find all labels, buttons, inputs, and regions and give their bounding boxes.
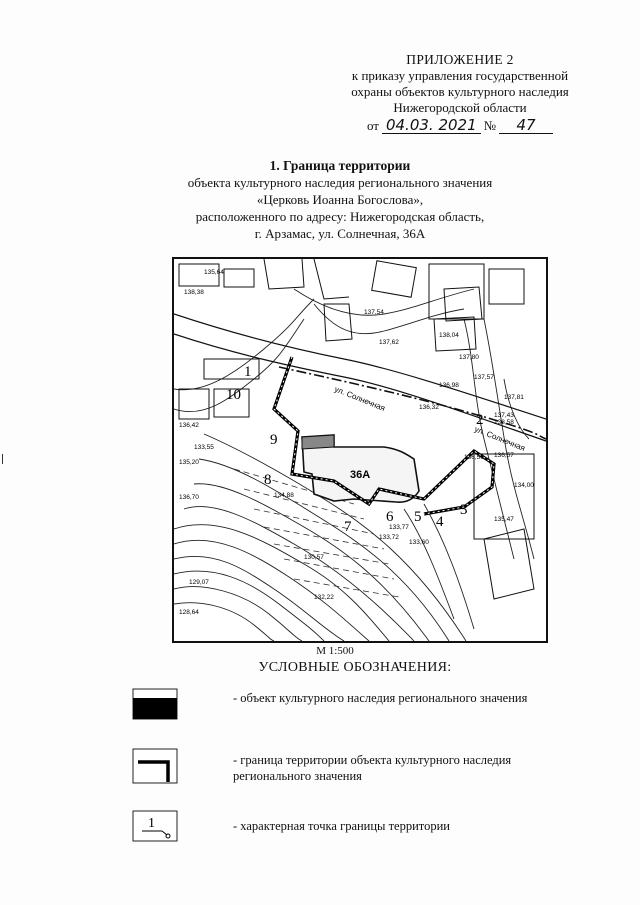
elevation-label: 133,60: [409, 539, 429, 546]
elevation-label: 138,58: [494, 419, 514, 426]
elevation-label: 134,88: [274, 492, 294, 499]
title-line-4: расположенного по адресу: Нижегородская область,: [195, 209, 485, 224]
elevation-label: 137,57: [474, 374, 494, 381]
site-map-drawing: [174, 259, 546, 641]
elevation-label: 136,50: [464, 454, 484, 461]
elevation-label: 136,57: [494, 452, 514, 459]
legend-point-label: 1: [148, 816, 155, 831]
appendix-title: ПРИЛОЖЕНИЕ 2: [406, 52, 514, 67]
street-label-1: ул. Солнечная: [333, 384, 387, 413]
elevation-label: 138,38: [184, 289, 204, 296]
elevation-label: 137,81: [504, 394, 524, 401]
legend-symbol-boundary: [132, 748, 178, 784]
boundary-point-label: 5: [414, 509, 422, 525]
elevation-label: 137,80: [459, 354, 479, 361]
legend-symbol-heritage-object: [132, 688, 178, 720]
boundary-point-label: 9: [270, 432, 278, 448]
elevation-label: 136,42: [179, 422, 199, 429]
street-label-2: ул. Солнечная: [473, 424, 527, 453]
legend-text-heritage-object: - объект культурного наследия регионального значения: [233, 691, 528, 705]
boundary-point-label: 8: [264, 472, 272, 488]
elevation-label: 133,77: [389, 524, 409, 531]
document-title: [160, 157, 520, 242]
elevation-label: 137,54: [364, 309, 384, 316]
elevation-label: 129,07: [189, 579, 209, 586]
elevation-label: 132,22: [314, 594, 334, 601]
boundary-point-label: 4: [436, 514, 444, 530]
boundary-point-label: 3: [460, 502, 468, 518]
legend-title: УСЛОВНЫЕ ОБОЗНАЧЕНИЯ:: [258, 660, 452, 675]
boundary-point-label: 7: [344, 519, 352, 535]
elevation-label: 128,64: [179, 609, 199, 616]
title-line-2: объекта культурного наследия регионального значения: [187, 175, 493, 190]
building-number: 36A: [350, 469, 371, 481]
appendix-line-2: охраны объектов культурного наследия: [351, 84, 569, 99]
elevation-label: 135,64: [204, 269, 224, 276]
boundary-point-label: 10: [226, 387, 241, 403]
appendix-line-3: Нижегородской области: [393, 100, 527, 115]
elevation-label: 137,43: [494, 412, 514, 419]
appendix-header: [330, 52, 590, 134]
boundary-point-label: 1: [244, 364, 252, 380]
elevation-label: 133,55: [194, 444, 214, 451]
elevation-label: 136,98: [439, 382, 459, 389]
elevation-label: 135,47: [494, 516, 514, 523]
legend-text-boundary: - граница территории объекта культурного наследия регионального значения: [233, 753, 512, 783]
date-prefix: от: [366, 118, 379, 133]
margin-mark: [2, 454, 9, 464]
boundary-point-label: 6: [386, 509, 394, 525]
map-scale: М 1:500: [316, 645, 354, 657]
order-line: [330, 117, 590, 134]
appendix-line-1: к приказу управления государственной: [351, 68, 569, 83]
elevation-labels: [179, 269, 534, 616]
title-line-5: г. Арзамас, ул. Солнечная, 36А: [254, 226, 426, 241]
order-date: 04.03. 2021: [382, 117, 481, 134]
number-prefix: №: [483, 118, 497, 133]
order-number: 47: [499, 117, 553, 134]
elevation-label: 134,00: [514, 482, 534, 489]
elevation-label: 136,70: [179, 494, 199, 501]
elevation-label: 135,20: [179, 459, 199, 466]
elevation-label: 137,62: [379, 339, 399, 346]
title-line-3: «Церковь Иоанна Богослова»,: [256, 192, 424, 207]
elevation-label: 133,72: [379, 534, 399, 541]
title-line-1: 1. Граница территории: [269, 158, 411, 173]
legend-symbol-boundary-point: [132, 810, 178, 842]
elevation-label: 130,57: [304, 554, 324, 561]
site-map: [172, 257, 548, 643]
legend-text-boundary-point: - характерная точка границы территории: [233, 819, 450, 833]
elevation-label: 138,04: [439, 332, 459, 339]
elevation-label: 136,32: [419, 404, 439, 411]
territory-boundary: [274, 357, 494, 514]
boundary-point-label: 2: [476, 412, 484, 428]
